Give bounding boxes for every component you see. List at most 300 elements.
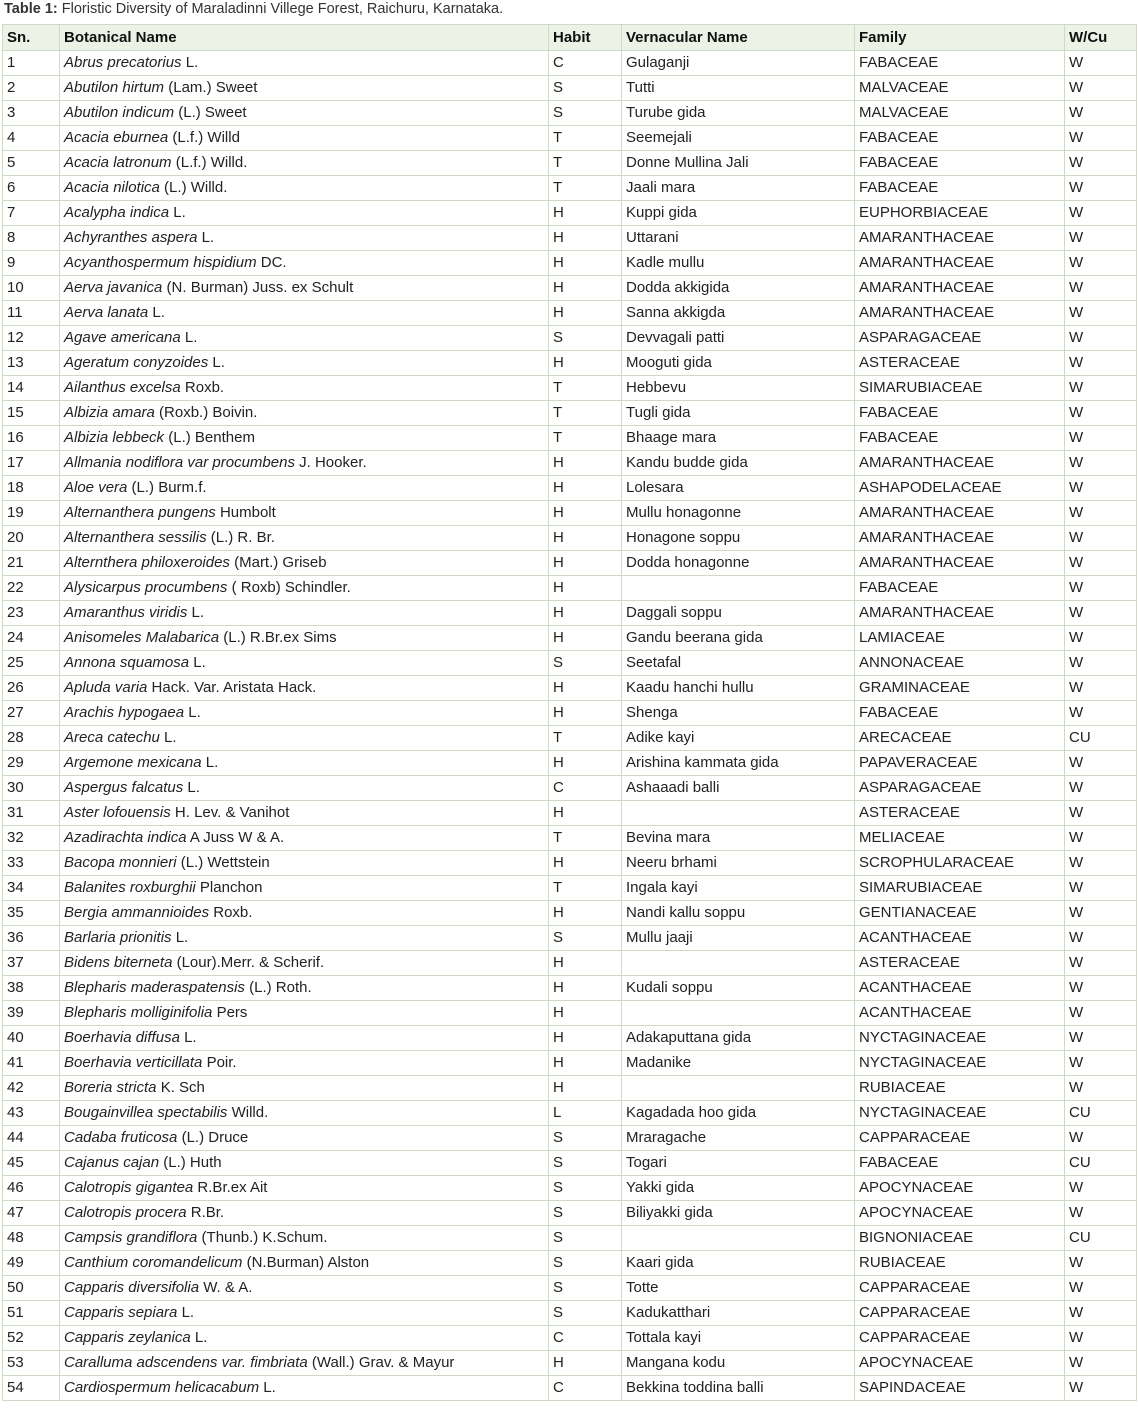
- cell-sn: 20: [3, 526, 60, 551]
- cell-family: SCROPHULARACEAE: [855, 851, 1065, 876]
- cell-wcu: W: [1065, 51, 1137, 76]
- cell-vernacular-name: Dodda akkigida: [622, 276, 855, 301]
- cell-wcu: W: [1065, 226, 1137, 251]
- cell-habit: H: [549, 251, 622, 276]
- cell-habit: H: [549, 301, 622, 326]
- table-row: [3, 1101, 1137, 1126]
- table-row: [3, 651, 1137, 676]
- cell-vernacular-name: Uttarani: [622, 226, 855, 251]
- cell-sn: 21: [3, 551, 60, 576]
- cell-sn: 37: [3, 951, 60, 976]
- author-citation: (L.) Benthem: [164, 429, 255, 446]
- cell-family: BIGNONIACEAE: [855, 1226, 1065, 1251]
- cell-habit: T: [549, 176, 622, 201]
- author-citation: (L.) Willd.: [159, 179, 228, 196]
- cell-botanical-name: [60, 676, 549, 701]
- cell-wcu: W: [1065, 1251, 1137, 1276]
- table-row: [3, 1326, 1137, 1351]
- cell-sn: 19: [3, 501, 60, 526]
- cell-vernacular-name: Yakki gida: [622, 1176, 855, 1201]
- cell-family: RUBIACEAE: [855, 1076, 1065, 1101]
- cell-wcu: W: [1065, 776, 1137, 801]
- cell-vernacular-name: Adike kayi: [622, 726, 855, 751]
- cell-family: ACANTHACEAE: [855, 1001, 1065, 1026]
- cell-wcu: W: [1065, 1126, 1137, 1151]
- table-row: [3, 701, 1137, 726]
- cell-wcu: W: [1065, 651, 1137, 676]
- cell-wcu: W: [1065, 151, 1137, 176]
- cell-habit: S: [549, 76, 622, 101]
- author-citation: L.: [189, 654, 206, 671]
- table-row: [3, 226, 1137, 251]
- cell-sn: 52: [3, 1326, 60, 1351]
- cell-family: PAPAVERACEAE: [855, 751, 1065, 776]
- cell-vernacular-name: Nandi kallu soppu: [622, 901, 855, 926]
- cell-family: ASTERACEAE: [855, 801, 1065, 826]
- cell-habit: H: [549, 851, 622, 876]
- cell-botanical-name: [60, 376, 549, 401]
- cell-vernacular-name: Tottala kayi: [622, 1326, 855, 1351]
- cell-botanical-name: [60, 651, 549, 676]
- cell-sn: 53: [3, 1351, 60, 1376]
- table-row: [3, 1176, 1137, 1201]
- cell-sn: 48: [3, 1226, 60, 1251]
- species-name: Calotropis procera: [64, 1204, 187, 1221]
- cell-family: FABACEAE: [855, 701, 1065, 726]
- cell-wcu: W: [1065, 926, 1137, 951]
- cell-vernacular-name: Mangana kodu: [622, 1351, 855, 1376]
- author-citation: Roxb.: [180, 379, 225, 396]
- cell-habit: T: [549, 726, 622, 751]
- cell-habit: C: [549, 1326, 622, 1351]
- author-citation: (L.) Wettstein: [176, 854, 270, 871]
- cell-family: SIMARUBIACEAE: [855, 876, 1065, 901]
- cell-wcu: CU: [1065, 1226, 1137, 1251]
- species-name: Alysicarpus procumbens: [64, 579, 228, 596]
- cell-family: AMARANTHACEAE: [855, 251, 1065, 276]
- cell-sn: 1: [3, 51, 60, 76]
- cell-habit: L: [549, 1101, 622, 1126]
- cell-botanical-name: [60, 701, 549, 726]
- species-name: Acacia eburnea: [64, 129, 169, 146]
- cell-family: APOCYNACEAE: [855, 1176, 1065, 1201]
- cell-sn: 23: [3, 601, 60, 626]
- cell-sn: 38: [3, 976, 60, 1001]
- cell-botanical-name: [60, 926, 549, 951]
- table-row: [3, 376, 1137, 401]
- cell-vernacular-name: Mullu jaaji: [622, 926, 855, 951]
- species-name: Allmania nodiflora var procumbens: [64, 454, 295, 471]
- author-citation: Roxb.: [209, 904, 253, 921]
- cell-botanical-name: [60, 401, 549, 426]
- author-citation: Hack. Var. Aristata Hack.: [147, 679, 317, 696]
- cell-habit: T: [549, 426, 622, 451]
- cell-botanical-name: [60, 726, 549, 751]
- author-citation: W. & A.: [199, 1279, 253, 1296]
- cell-vernacular-name: [622, 1076, 855, 1101]
- cell-family: MALVACEAE: [855, 76, 1065, 101]
- species-name: Bougainvillea spectabilis: [64, 1104, 228, 1121]
- author-citation: L.: [171, 929, 189, 946]
- species-name: Azadirachta indica: [64, 829, 187, 846]
- cell-sn: 11: [3, 301, 60, 326]
- cell-sn: 6: [3, 176, 60, 201]
- table-row: [3, 776, 1137, 801]
- cell-habit: H: [549, 1051, 622, 1076]
- author-citation: L.: [208, 354, 225, 371]
- cell-habit: S: [549, 1201, 622, 1226]
- author-citation: Humbolt: [215, 504, 276, 521]
- cell-family: CAPPARACEAE: [855, 1326, 1065, 1351]
- cell-family: APOCYNACEAE: [855, 1351, 1065, 1376]
- author-citation: L.: [169, 204, 186, 221]
- table-row: [3, 726, 1137, 751]
- cell-wcu: W: [1065, 451, 1137, 476]
- cell-wcu: W: [1065, 201, 1137, 226]
- cell-wcu: W: [1065, 576, 1137, 601]
- cell-family: FABACEAE: [855, 1151, 1065, 1176]
- cell-vernacular-name: Donne Mullina Jali: [622, 151, 855, 176]
- author-citation: (Roxb.) Boivin.: [154, 404, 258, 421]
- cell-botanical-name: [60, 751, 549, 776]
- cell-wcu: W: [1065, 1276, 1137, 1301]
- cell-sn: 9: [3, 251, 60, 276]
- cell-wcu: W: [1065, 551, 1137, 576]
- cell-vernacular-name: Shenga: [622, 701, 855, 726]
- cell-habit: T: [549, 151, 622, 176]
- cell-habit: H: [549, 351, 622, 376]
- species-name: Boerhavia verticillata: [64, 1054, 203, 1071]
- author-citation: (Mart.) Griseb: [229, 554, 327, 571]
- cell-botanical-name: [60, 901, 549, 926]
- cell-wcu: W: [1065, 1026, 1137, 1051]
- cell-sn: 35: [3, 901, 60, 926]
- author-citation: (L.) Druce: [177, 1129, 249, 1146]
- author-citation: (L.) Burm.f.: [127, 479, 207, 496]
- cell-habit: H: [549, 226, 622, 251]
- species-name: Aerva lanata: [64, 304, 149, 321]
- table-row: [3, 851, 1137, 876]
- cell-vernacular-name: Daggali soppu: [622, 601, 855, 626]
- cell-habit: H: [549, 476, 622, 501]
- author-citation: (L.) Sweet: [174, 104, 247, 121]
- table-row: [3, 801, 1137, 826]
- cell-wcu: W: [1065, 476, 1137, 501]
- cell-habit: H: [549, 626, 622, 651]
- header-row: [3, 25, 1137, 51]
- table-row: [3, 1376, 1137, 1401]
- table-row: [3, 901, 1137, 926]
- cell-habit: H: [549, 201, 622, 226]
- cell-botanical-name: [60, 1201, 549, 1226]
- table-row: [3, 401, 1137, 426]
- cell-wcu: CU: [1065, 1101, 1137, 1126]
- cell-botanical-name: [60, 226, 549, 251]
- cell-sn: 47: [3, 1201, 60, 1226]
- cell-vernacular-name: Totte: [622, 1276, 855, 1301]
- table-row: [3, 926, 1137, 951]
- table-row: [3, 601, 1137, 626]
- species-name: Caralluma adscendens var. fimbriata: [64, 1354, 308, 1371]
- species-name: Albizia amara: [64, 404, 155, 421]
- cell-family: AMARANTHACEAE: [855, 526, 1065, 551]
- author-citation: (Lour).Merr. & Scherif.: [172, 954, 325, 971]
- table-row: [3, 326, 1137, 351]
- cell-wcu: W: [1065, 1176, 1137, 1201]
- table-row: [3, 676, 1137, 701]
- cell-sn: 22: [3, 576, 60, 601]
- table-row: [3, 1351, 1137, 1376]
- cell-family: FABACEAE: [855, 151, 1065, 176]
- cell-habit: T: [549, 876, 622, 901]
- cell-family: FABACEAE: [855, 126, 1065, 151]
- header-wcu: W/Cu: [1065, 25, 1137, 51]
- species-name: Cardiospermum helicacabum: [64, 1379, 260, 1396]
- cell-vernacular-name: Mraragache: [622, 1126, 855, 1151]
- cell-sn: 49: [3, 1251, 60, 1276]
- species-name: Acyanthospermum hispidium: [64, 254, 257, 271]
- table-row: [3, 1301, 1137, 1326]
- cell-wcu: W: [1065, 1201, 1137, 1226]
- species-name: Achyranthes aspera: [64, 229, 198, 246]
- cell-sn: 2: [3, 76, 60, 101]
- species-name: Ageratum conyzoides: [64, 354, 209, 371]
- cell-wcu: W: [1065, 826, 1137, 851]
- cell-habit: H: [549, 976, 622, 1001]
- cell-habit: H: [549, 801, 622, 826]
- cell-botanical-name: [60, 301, 549, 326]
- cell-family: ASHAPODELACEAE: [855, 476, 1065, 501]
- cell-habit: H: [549, 951, 622, 976]
- cell-habit: H: [549, 676, 622, 701]
- cell-vernacular-name: Kandu budde gida: [622, 451, 855, 476]
- table-row: [3, 1026, 1137, 1051]
- cell-habit: S: [549, 651, 622, 676]
- cell-sn: 45: [3, 1151, 60, 1176]
- cell-wcu: W: [1065, 376, 1137, 401]
- cell-wcu: W: [1065, 701, 1137, 726]
- cell-vernacular-name: Ingala kayi: [622, 876, 855, 901]
- author-citation: (L.f.) Willd: [168, 129, 240, 146]
- cell-habit: S: [549, 101, 622, 126]
- table-row: [3, 151, 1137, 176]
- cell-sn: 8: [3, 226, 60, 251]
- cell-sn: 13: [3, 351, 60, 376]
- author-citation: L.: [184, 704, 201, 721]
- cell-sn: 16: [3, 426, 60, 451]
- author-citation: (N. Burman) Juss. ex Schult: [162, 279, 354, 296]
- cell-sn: 10: [3, 276, 60, 301]
- cell-family: CAPPARACEAE: [855, 1276, 1065, 1301]
- author-citation: L.: [148, 304, 165, 321]
- cell-habit: H: [549, 601, 622, 626]
- table-row: [3, 1051, 1137, 1076]
- species-name: Capparis sepiara: [64, 1304, 178, 1321]
- cell-habit: T: [549, 401, 622, 426]
- header-botanical-name: Botanical Name: [60, 25, 549, 51]
- cell-botanical-name: [60, 251, 549, 276]
- cell-habit: T: [549, 826, 622, 851]
- cell-wcu: W: [1065, 101, 1137, 126]
- author-citation: L.: [179, 1029, 197, 1046]
- cell-family: FABACEAE: [855, 176, 1065, 201]
- cell-family: GRAMINACEAE: [855, 676, 1065, 701]
- cell-sn: 41: [3, 1051, 60, 1076]
- species-name: Amaranthus viridis: [64, 604, 188, 621]
- author-citation: L.: [159, 729, 177, 746]
- author-citation: Poir.: [202, 1054, 237, 1071]
- species-name: Aloe vera: [64, 479, 128, 496]
- species-name: Acacia nilotica: [64, 179, 160, 196]
- cell-wcu: CU: [1065, 726, 1137, 751]
- species-name: Bacopa monnieri: [64, 854, 177, 871]
- species-name: Alternthera philoxeroides: [64, 554, 230, 571]
- cell-botanical-name: [60, 851, 549, 876]
- cell-family: GENTIANACEAE: [855, 901, 1065, 926]
- cell-wcu: W: [1065, 76, 1137, 101]
- cell-botanical-name: [60, 1026, 549, 1051]
- cell-botanical-name: [60, 126, 549, 151]
- table-row: [3, 751, 1137, 776]
- cell-sn: 15: [3, 401, 60, 426]
- cell-sn: 14: [3, 376, 60, 401]
- cell-habit: S: [549, 1176, 622, 1201]
- author-citation: Planchon: [195, 879, 263, 896]
- table-row: [3, 201, 1137, 226]
- cell-botanical-name: [60, 426, 549, 451]
- table-row: [3, 1126, 1137, 1151]
- table-row: [3, 76, 1137, 101]
- cell-botanical-name: [60, 1226, 549, 1251]
- cell-botanical-name: [60, 1326, 549, 1351]
- species-name: Aster lofouensis: [64, 804, 171, 821]
- author-citation: DC.: [256, 254, 287, 271]
- cell-wcu: W: [1065, 976, 1137, 1001]
- cell-family: FABACEAE: [855, 426, 1065, 451]
- cell-sn: 50: [3, 1276, 60, 1301]
- cell-vernacular-name: Bevina mara: [622, 826, 855, 851]
- cell-habit: H: [549, 551, 622, 576]
- cell-sn: 26: [3, 676, 60, 701]
- author-citation: ( Roxb) Schindler.: [227, 579, 351, 596]
- cell-family: SIMARUBIACEAE: [855, 376, 1065, 401]
- species-name: Aerva javanica: [64, 279, 163, 296]
- species-name: Annona squamosa: [64, 654, 190, 671]
- cell-botanical-name: [60, 1251, 549, 1276]
- cell-vernacular-name: Hebbevu: [622, 376, 855, 401]
- cell-wcu: W: [1065, 1301, 1137, 1326]
- cell-botanical-name: [60, 51, 549, 76]
- author-citation: J. Hooker.: [294, 454, 367, 471]
- species-name: Cadaba fruticosa: [64, 1129, 178, 1146]
- cell-family: RUBIACEAE: [855, 1251, 1065, 1276]
- table-row: [3, 1151, 1137, 1176]
- cell-habit: H: [549, 701, 622, 726]
- cell-family: APOCYNACEAE: [855, 1201, 1065, 1226]
- header-sn: Sn.: [3, 25, 60, 51]
- cell-sn: 28: [3, 726, 60, 751]
- cell-wcu: W: [1065, 251, 1137, 276]
- author-citation: (L.) Huth: [159, 1154, 222, 1171]
- cell-vernacular-name: Kadukatthari: [622, 1301, 855, 1326]
- cell-sn: 29: [3, 751, 60, 776]
- cell-family: ASTERACEAE: [855, 351, 1065, 376]
- cell-vernacular-name: Adakaputtana gida: [622, 1026, 855, 1051]
- cell-wcu: W: [1065, 401, 1137, 426]
- cell-vernacular-name: Kaadu hanchi hullu: [622, 676, 855, 701]
- table-row: [3, 826, 1137, 851]
- cell-vernacular-name: Mooguti gida: [622, 351, 855, 376]
- cell-botanical-name: [60, 1351, 549, 1376]
- author-citation: Willd.: [227, 1104, 269, 1121]
- cell-botanical-name: [60, 1276, 549, 1301]
- cell-family: MELIACEAE: [855, 826, 1065, 851]
- table-row: [3, 251, 1137, 276]
- author-citation: L.: [183, 779, 200, 796]
- cell-vernacular-name: [622, 1226, 855, 1251]
- cell-wcu: W: [1065, 1351, 1137, 1376]
- floristic-table: [2, 24, 1137, 1401]
- table-row: [3, 276, 1137, 301]
- cell-sn: 17: [3, 451, 60, 476]
- cell-habit: T: [549, 126, 622, 151]
- cell-wcu: W: [1065, 1076, 1137, 1101]
- cell-habit: H: [549, 576, 622, 601]
- cell-vernacular-name: Dodda honagonne: [622, 551, 855, 576]
- cell-botanical-name: [60, 626, 549, 651]
- cell-habit: S: [549, 1251, 622, 1276]
- table-row: [3, 1251, 1137, 1276]
- table-row: [3, 451, 1137, 476]
- caption-label: Table 1:: [4, 1, 58, 17]
- table-row: [3, 976, 1137, 1001]
- species-name: Calotropis gigantea: [64, 1179, 194, 1196]
- species-name: Barlaria prionitis: [64, 929, 172, 946]
- species-name: Capparis zeylanica: [64, 1329, 191, 1346]
- species-name: Aspergus falcatus: [64, 779, 184, 796]
- table-row: [3, 1076, 1137, 1101]
- cell-botanical-name: [60, 276, 549, 301]
- cell-vernacular-name: Kaari gida: [622, 1251, 855, 1276]
- author-citation: L.: [181, 54, 199, 71]
- cell-family: FABACEAE: [855, 51, 1065, 76]
- cell-vernacular-name: Gandu beerana gida: [622, 626, 855, 651]
- cell-botanical-name: [60, 826, 549, 851]
- cell-wcu: W: [1065, 1326, 1137, 1351]
- cell-habit: S: [549, 1226, 622, 1251]
- cell-habit: S: [549, 1151, 622, 1176]
- cell-sn: 42: [3, 1076, 60, 1101]
- species-name: Canthium coromandelicum: [64, 1254, 243, 1271]
- cell-habit: S: [549, 926, 622, 951]
- cell-vernacular-name: Biliyakki gida: [622, 1201, 855, 1226]
- species-name: Blepharis maderaspatensis: [64, 979, 245, 996]
- species-name: Arachis hypogaea: [64, 704, 185, 721]
- table-row: [3, 426, 1137, 451]
- cell-wcu: W: [1065, 176, 1137, 201]
- header-habit: Habit: [549, 25, 622, 51]
- cell-botanical-name: [60, 1051, 549, 1076]
- cell-sn: 27: [3, 701, 60, 726]
- cell-botanical-name: [60, 776, 549, 801]
- cell-habit: H: [549, 751, 622, 776]
- species-name: Blepharis molliginifolia: [64, 1004, 213, 1021]
- cell-botanical-name: [60, 151, 549, 176]
- cell-wcu: W: [1065, 876, 1137, 901]
- table-row: [3, 126, 1137, 151]
- cell-botanical-name: [60, 1376, 549, 1401]
- cell-sn: 40: [3, 1026, 60, 1051]
